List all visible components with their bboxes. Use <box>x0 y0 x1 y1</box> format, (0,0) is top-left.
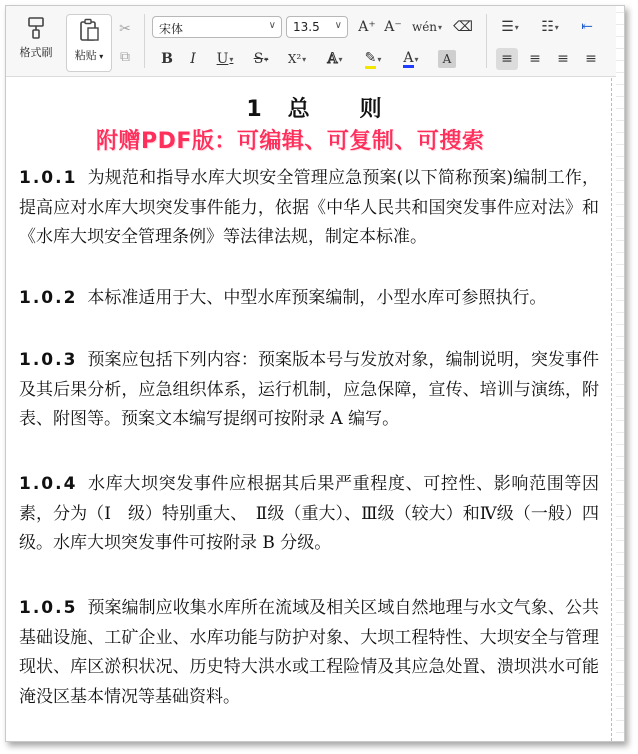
format-painter-icon <box>23 14 49 40</box>
promo-banner: 附赠PDF版：可编辑、可复制、可搜索 <box>96 129 485 154</box>
clipboard-icon <box>76 17 102 43</box>
chevron-down-icon: ∨ <box>268 20 276 31</box>
bold-icon[interactable]: B <box>161 51 173 67</box>
clause-number: 1.0.3 <box>19 350 78 370</box>
clause-text: 本标准适用于大、中型水库预案编制，小型水库可参照执行。 <box>87 288 547 308</box>
clause-text: 为规范和指导水库大坝安全管理应急预案(以下简称预案)编制工作，提高应对水库大坝突发事件能力，依据《中华人民共和国突发事件应对法》和《水库大坝安全管理条例》等法律法规，制定本标准。 <box>19 168 599 247</box>
clause-number: 1.0.1 <box>19 168 78 188</box>
justify-icon[interactable]: ≡ <box>585 51 597 67</box>
underline-icon[interactable]: U ▾ <box>216 51 234 67</box>
document-page[interactable] <box>6 78 624 741</box>
clear-format-icon[interactable]: ⌫ <box>453 19 473 35</box>
align-center-icon[interactable]: ≡ <box>529 51 541 67</box>
superscript-icon[interactable]: X² ▾ <box>287 52 307 66</box>
toolbar-divider <box>144 14 145 68</box>
clause-1-0-1 <box>19 164 599 253</box>
clause-text: 水库大坝突发事件应根据其后果严重程度、可控性、影响范围等因素，分为（I 级）特别重大、 Ⅱ级（重大）、Ⅲ级（较大）和Ⅳ级（一般）四级。水库大坝突发事件可按附录 B 分级。 <box>19 474 599 553</box>
clause-text: 预案编制应收集水库所在流域及相关区域自然地理与水文气象、公共基础设施、工矿企业、水库功能与防护对象、大坝工程特性、大坝安全与管理现状、库区淤积状况、历史特大洪水或工程险情及其应急处置、溃坝洪水可能淹没区基本情况等基础资料。 <box>19 598 599 707</box>
cut-icon[interactable]: ✂ <box>119 21 131 37</box>
paste-label: 粘贴 <box>74 49 97 62</box>
paste-button[interactable] <box>66 14 112 72</box>
copy-icon[interactable]: ⧉ <box>120 49 130 65</box>
clause-text: 预案应包括下列内容：预案版本号与发放对象，编制说明，突发事件及其后果分析，应急组织体系，运行机制，应急保障，宣传、培训与演练，附表、附图等。预案文本编写提纲可按附录 A 编写。 <box>19 350 599 429</box>
chevron-down-icon: ∨ <box>334 20 342 31</box>
document-window <box>5 5 625 742</box>
shrink-font-icon[interactable]: A⁻ <box>384 19 402 35</box>
numbering-icon[interactable]: ☷ ▾ <box>541 19 559 35</box>
italic-icon[interactable]: I <box>190 51 196 67</box>
clause-1-0-5 <box>19 594 599 712</box>
clause-number: 1.0.4 <box>19 474 78 494</box>
highlight-icon[interactable]: ✎ ▾ <box>358 48 388 70</box>
bullets-icon[interactable]: ☰ ▾ <box>501 19 519 35</box>
strikethrough-icon[interactable]: S ▾ <box>253 51 269 67</box>
align-right-icon[interactable]: ≡ <box>557 51 569 67</box>
font-name-value: 宋体 <box>159 22 184 36</box>
page-margin-guide <box>611 78 612 741</box>
clause-number: 1.0.5 <box>19 598 78 618</box>
chevron-down-icon: ▾ <box>96 52 104 61</box>
clause-1-0-2 <box>19 284 599 314</box>
font-size-select[interactable] <box>286 16 348 38</box>
font-color-icon[interactable]: A ▾ <box>403 49 419 66</box>
align-left-icon[interactable]: ≡ <box>496 48 518 70</box>
toolbar-divider <box>486 14 487 68</box>
font-name-select[interactable] <box>152 16 282 38</box>
phonetic-guide-icon[interactable]: wén ▾ <box>411 20 443 34</box>
clause-1-0-4 <box>19 470 599 559</box>
grow-font-icon[interactable]: A⁺ <box>358 19 376 35</box>
format-painter-label: 格式刷 <box>19 46 53 59</box>
font-size-value: 13.5 <box>293 20 320 34</box>
character-shading-icon[interactable]: A <box>438 50 456 68</box>
format-painter-button[interactable] <box>14 12 58 70</box>
clause-number: 1.0.2 <box>19 288 78 308</box>
decrease-indent-icon[interactable]: ⇤ <box>581 19 593 35</box>
ribbon-toolbar <box>6 6 624 77</box>
chapter-heading: 1 总 则 <box>246 97 384 122</box>
clause-1-0-3 <box>19 346 599 435</box>
text-effect-icon[interactable]: A ▾ <box>327 51 343 67</box>
torn-edge <box>616 6 625 741</box>
